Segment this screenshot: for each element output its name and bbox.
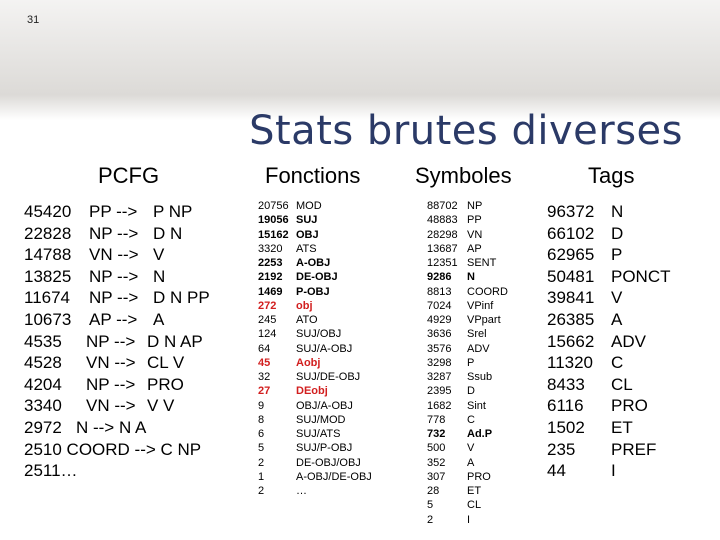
symbole-count: 732	[427, 428, 446, 440]
fonction-label: …	[296, 485, 307, 497]
pcfg-rule-lhs: NP -->	[89, 223, 139, 243]
pcfg-rule-count: 10673	[24, 309, 72, 329]
fonction-count: 272	[258, 299, 277, 312]
symbole-count: 500	[427, 442, 446, 455]
tags-header: Tags	[588, 163, 635, 188]
symbole-count: 2395	[427, 385, 452, 398]
fonction-label: SUJ/A-OBJ	[296, 342, 353, 355]
symbole-count: 3636	[427, 328, 452, 341]
symbole-label: P	[467, 356, 475, 369]
pcfg-rule-lhs: VN -->	[86, 353, 136, 373]
symbole-label: AP	[467, 242, 482, 255]
symbole-count: 9286	[427, 271, 452, 284]
pcfg-rule-lhs: VN -->	[89, 245, 139, 265]
fonctions-header: Fonctions	[265, 163, 361, 188]
tag-label: ADV	[611, 331, 646, 351]
tag-count: 11320	[547, 353, 594, 373]
symbole-count: 48883	[427, 214, 458, 227]
symbole-label: CL	[467, 499, 482, 512]
tag-count: 50481	[547, 266, 595, 286]
tag-count: 39841	[547, 288, 595, 308]
pcfg-rule-lhs: NP -->	[86, 331, 136, 351]
fonction-count: 2192	[258, 271, 283, 284]
tag-count: 6116	[547, 396, 584, 416]
fonction-count: 245	[258, 314, 277, 326]
symbole-count: 3298	[427, 356, 452, 369]
fonction-count: 45	[258, 356, 271, 369]
fonction-count: 124	[258, 328, 277, 341]
fonction-count: 32	[258, 371, 271, 383]
tag-count: 15662	[547, 331, 595, 351]
tag-label: A	[611, 309, 623, 329]
pcfg-rule-rhs: A	[153, 309, 165, 329]
pcfg-rule-rhs: CL V	[147, 353, 185, 373]
pcfg-rule-lhs: VN -->	[86, 396, 136, 416]
tag-count: 66102	[547, 223, 595, 243]
pcfg-rule-rhs: N	[153, 266, 166, 286]
fonction-count: 20756	[258, 200, 289, 212]
symbole-label: Ad.P	[467, 428, 493, 440]
symbole-label: PP	[467, 214, 482, 227]
symbole-label: VPpart	[467, 314, 501, 326]
symbole-label: Sint	[467, 399, 486, 412]
pcfg-rule-text: 2510 COORD --> C NP	[24, 439, 202, 459]
symbole-count: 2	[427, 513, 434, 526]
tag-count: 235	[547, 439, 576, 459]
fonction-label: SUJ/P-OBJ	[296, 442, 353, 455]
fonction-label: MOD	[296, 200, 322, 212]
fonction-label: P-OBJ	[296, 285, 330, 298]
fonction-label: ATS	[296, 242, 317, 255]
fonction-label: OBJ/A-OBJ	[296, 399, 353, 412]
pcfg-rule-rhs: D N	[153, 223, 183, 243]
tag-count: 62965	[547, 245, 595, 265]
symbole-count: 7024	[427, 299, 452, 312]
symbole-count: 1682	[427, 399, 452, 412]
symbole-label: D	[467, 385, 475, 398]
pcfg-rule-count: 3340	[24, 396, 62, 416]
tag-label: V	[611, 288, 623, 308]
fonction-count: 2	[258, 456, 265, 469]
symbole-count: 4929	[427, 314, 452, 326]
fonction-label: A-OBJ	[296, 257, 331, 269]
symbole-count: 3576	[427, 342, 452, 355]
symbole-label: VN	[467, 228, 483, 241]
fonction-label: SUJ/MOD	[296, 413, 346, 426]
tag-label: C	[611, 353, 624, 373]
pcfg-rule-count: 4528	[24, 353, 62, 373]
tag-label: PRO	[611, 396, 648, 416]
pcfg-rule-text: 2972 N --> N A	[24, 417, 147, 437]
symbole-count: 28	[427, 485, 440, 497]
symbole-label: V	[467, 442, 475, 455]
pcfg-rule-count: 4535	[24, 331, 62, 351]
symbole-label: C	[467, 413, 475, 426]
pcfg-rule-lhs: PP -->	[89, 202, 138, 221]
fonction-count: 64	[258, 342, 271, 355]
symbole-label: Ssub	[467, 371, 493, 383]
fonction-label: A-OBJ/DE-OBJ	[296, 470, 372, 483]
fonction-label: obj	[296, 299, 313, 312]
symbole-label: SENT	[467, 257, 497, 269]
fonction-label: SUJ/OBJ	[296, 328, 342, 341]
tag-count: 8433	[547, 374, 585, 394]
tag-label: ET	[611, 417, 633, 437]
pcfg-rule-count: 11674	[24, 288, 71, 308]
fonction-count: 6	[258, 428, 265, 440]
fonction-count: 1469	[258, 285, 283, 298]
slide-title: Stats brutes diverses	[249, 108, 683, 154]
fonction-label: DE-OBJ/OBJ	[296, 456, 361, 469]
symbole-count: 28298	[427, 228, 458, 241]
symbole-label: I	[467, 513, 471, 526]
tag-count: 44	[547, 461, 566, 481]
fonction-label: DE-OBJ	[296, 271, 338, 284]
fonction-count: 19056	[258, 214, 289, 227]
symbole-count: 12351	[427, 257, 458, 269]
symbole-count: 352	[427, 456, 446, 469]
fonction-count: 3320	[258, 242, 283, 255]
tag-label: I	[611, 461, 616, 481]
tag-count: 26385	[547, 309, 595, 329]
fonction-label: OBJ	[296, 228, 319, 241]
fonction-label: DEobj	[296, 385, 328, 398]
fonction-count: 1	[258, 470, 265, 483]
pcfg-rule-lhs: NP -->	[89, 266, 139, 286]
fonction-count: 9	[258, 399, 265, 412]
pcfg-rule-count: 14788	[24, 245, 72, 265]
fonction-count: 27	[258, 385, 271, 398]
symbole-label: Srel	[467, 328, 487, 341]
symbole-count: 88702	[427, 200, 458, 212]
symbole-label: COORD	[467, 285, 508, 298]
pcfg-rule-rhs: V V	[147, 396, 175, 416]
tag-label: D	[611, 223, 624, 243]
fonction-count: 2	[258, 485, 265, 497]
symbole-label: ADV	[467, 342, 490, 355]
symbole-label: N	[467, 271, 475, 284]
pcfg-rule-rhs: PRO	[147, 374, 184, 394]
pcfg-rule-rhs: V	[153, 245, 165, 265]
fonction-label: Aobj	[296, 356, 321, 369]
symbole-label: PRO	[467, 470, 491, 483]
pcfg-rule-lhs: AP -->	[89, 309, 138, 329]
pcfg-rule-text: 2511…	[24, 461, 78, 481]
fonction-label: ATO	[296, 314, 318, 326]
tag-label: P	[611, 245, 623, 265]
pcfg-rule-count: 4204	[24, 374, 62, 394]
symbole-label: NP	[467, 200, 483, 212]
fonction-label: SUJ	[296, 214, 318, 227]
symbole-count: 13687	[427, 242, 458, 255]
fonction-count: 5	[258, 442, 265, 455]
symbole-count: 8813	[427, 285, 452, 298]
symbole-label: ET	[467, 485, 482, 497]
symbole-count: 778	[427, 413, 446, 426]
symbole-count: 3287	[427, 371, 452, 383]
tag-count: 96372	[547, 202, 595, 221]
pcfg-rule-rhs: P NP	[153, 202, 193, 221]
pcfg-rule-count: 45420	[24, 202, 72, 221]
tag-label: N	[611, 202, 624, 221]
tag-count: 1502	[547, 417, 585, 437]
pcfg-rule-rhs: D N AP	[147, 331, 203, 351]
symbole-label: VPinf	[467, 299, 494, 312]
pcfg-rule-lhs: NP -->	[86, 374, 136, 394]
pcfg-rule-count: 13825	[24, 266, 72, 286]
tag-label: PONCT	[611, 266, 671, 286]
symboles-header: Symboles	[415, 163, 512, 188]
fonction-label: SUJ/ATS	[296, 428, 341, 440]
tag-label: PREF	[611, 439, 657, 459]
pcfg-header: PCFG	[98, 163, 160, 188]
slide-number: 31	[27, 14, 40, 26]
tag-label: CL	[611, 374, 633, 394]
symbole-count: 307	[427, 470, 446, 483]
pcfg-rule-rhs: D N PP	[153, 288, 210, 308]
fonction-label: SUJ/DE-OBJ	[296, 371, 361, 383]
fonction-count: 15162	[258, 228, 289, 241]
fonction-count: 2253	[258, 257, 283, 269]
symbole-label: A	[467, 456, 475, 469]
symbole-count: 5	[427, 499, 434, 512]
fonction-count: 8	[258, 413, 265, 426]
pcfg-rule-lhs: NP -->	[89, 288, 139, 308]
pcfg-rule-count: 22828	[24, 223, 72, 243]
